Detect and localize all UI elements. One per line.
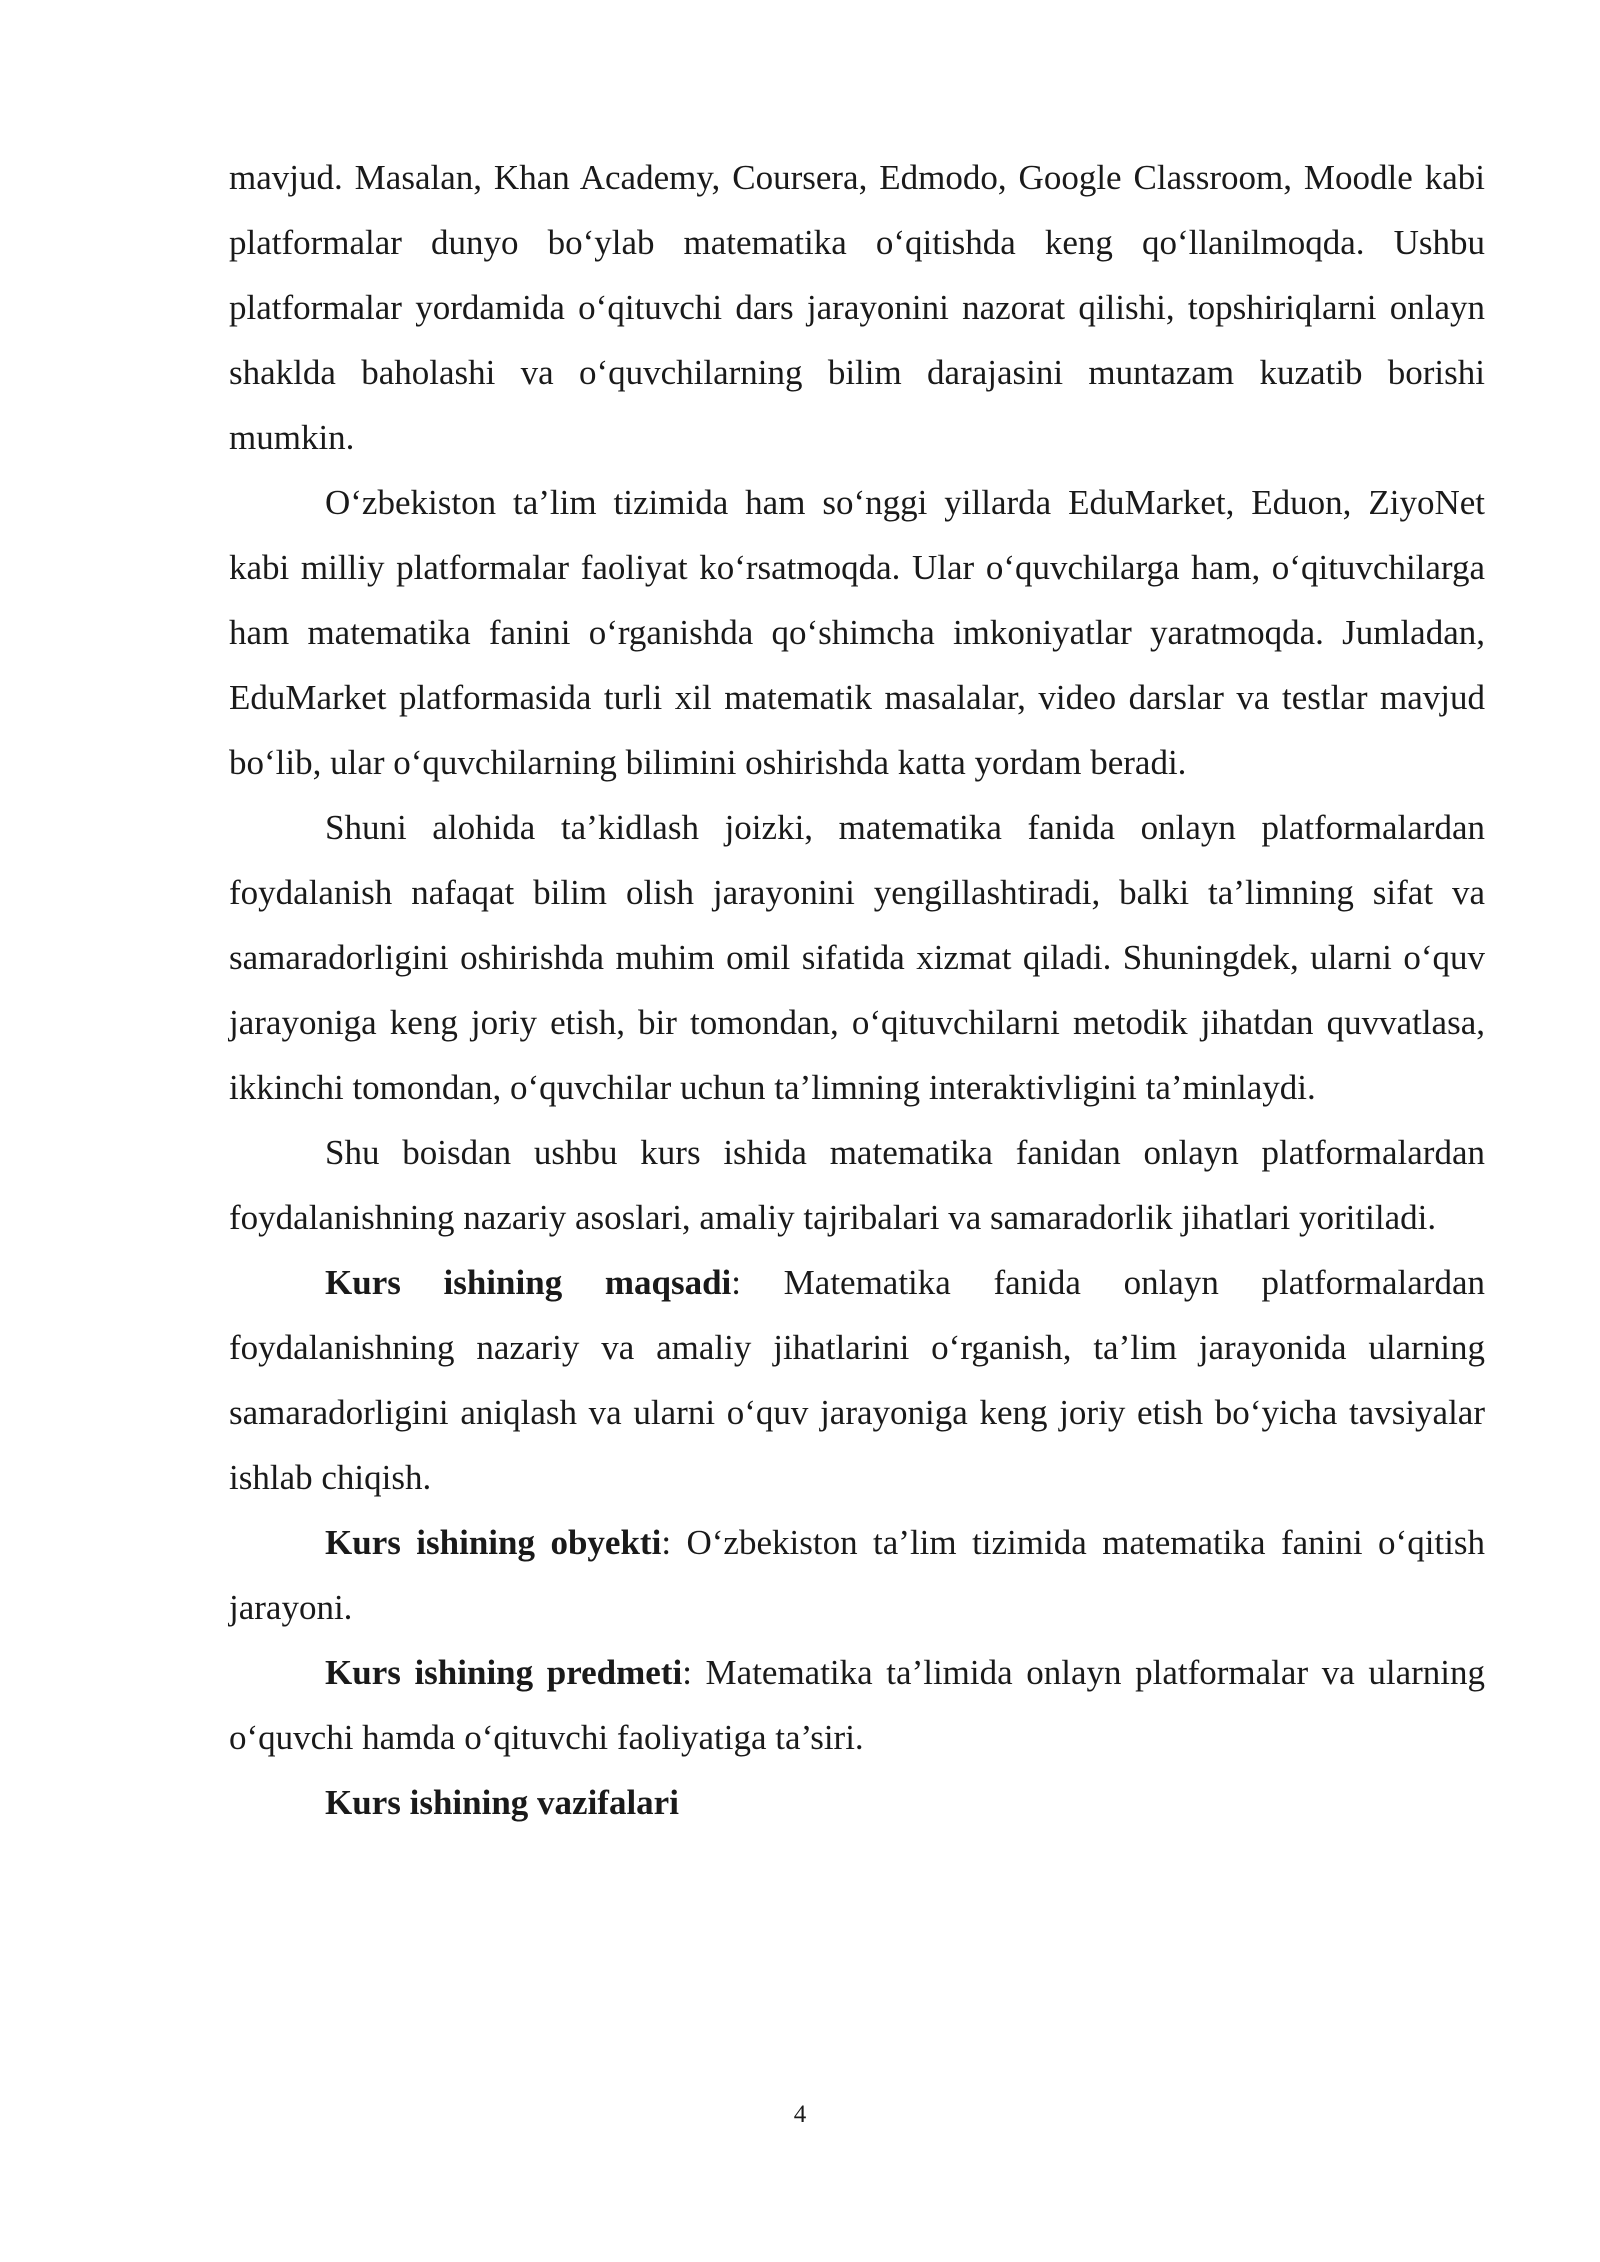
section-goal-label: Kurs ishining maqsadi	[325, 1263, 732, 1302]
section-tasks-heading: Kurs ishining vazifalari	[325, 1783, 679, 1822]
paragraph-platforms-uzbekistan: O‘zbekiston ta’lim tizimida ham so‘nggi yillarda EduMarket, Eduon, ZiyoNet kabi milliy platformalar faoliyat ko‘rsatmoqda. Ular o‘quvchilarga ham, o‘qituvchilarga ham matematika fanini o‘rganishda qo‘shimcha imkoniyatlar yaratmoqda. Jumladan, EduMarket platformasida turli xil matematik masalalar, video darslar va testlar mavjud bo‘lib, ular o‘quvchilarning bilimini oshirishda katta yordam beradi.	[229, 483, 1485, 782]
section-tasks	[229, 1770, 1485, 1835]
section-subject-label: Kurs ishining predmeti	[325, 1653, 683, 1692]
section-goal-text: : Matematika fanida onlayn platformalardan foydalanishning nazariy va amaliy jihatlarini o‘rganish, ta’lim jarayonida ularning samaradorligini aniqlash va ularni o‘quv jarayoniga keng joriy etish bo‘yicha tavsiyalar ishlab chiqish.	[229, 1263, 1485, 1497]
section-goal	[229, 1250, 1485, 1510]
document-body	[229, 145, 1485, 1835]
paragraph-course-scope: Shu boisdan ushbu kurs ishida matematika fanidan onlayn platformalardan foydalanishning nazariy asoslari, amaliy tajribalari va samaradorlik jihatlari yoritiladi.	[229, 1133, 1485, 1237]
section-subject	[229, 1640, 1485, 1770]
paragraph-platforms-benefits: Shuni alohida ta’kidlash joizki, matematika fanida onlayn platformalardan foydalanish nafaqat bilim olish jarayonini yengillashtiradi, balki ta’limning sifat va samaradorligini oshirishda muhim omil sifatida xizmat qiladi. Shuningdek, ularni o‘quv jarayoniga keng joriy etish, bir tomondan, o‘qituvchilarni metodik jihatdan quvvatlasa, ikkinchi tomondan, o‘quvchilar uchun ta’limning interaktivligini ta’minlaydi.	[229, 808, 1485, 1107]
section-object-label: Kurs ishining obyekti	[325, 1523, 662, 1562]
page-number: 4	[793, 2101, 807, 2128]
section-object	[229, 1510, 1485, 1640]
section-subject-text: : Matematika ta’limida onlayn platformalar va ularning o‘quvchi hamda o‘qituvchi faoliyatiga ta’siri.	[229, 1653, 1485, 1757]
section-object-text: : O‘zbekiston ta’lim tizimida matematika fanini o‘qitish jarayoni.	[229, 1523, 1485, 1627]
paragraph-platforms-world: mavjud. Masalan, Khan Academy, Coursera, Edmodo, Google Classroom, Moodle kabi platformalar dunyo bo‘ylab matematika o‘qitishda keng qo‘llanilmoqda. Ushbu platformalar yordamida o‘qituvchi dars jarayonini nazorat qilishi, topshiriqlarni onlayn shaklda baholashi va o‘quvchilarning bilim darajasini muntazam kuzatib borishi mumkin.	[229, 158, 1485, 457]
